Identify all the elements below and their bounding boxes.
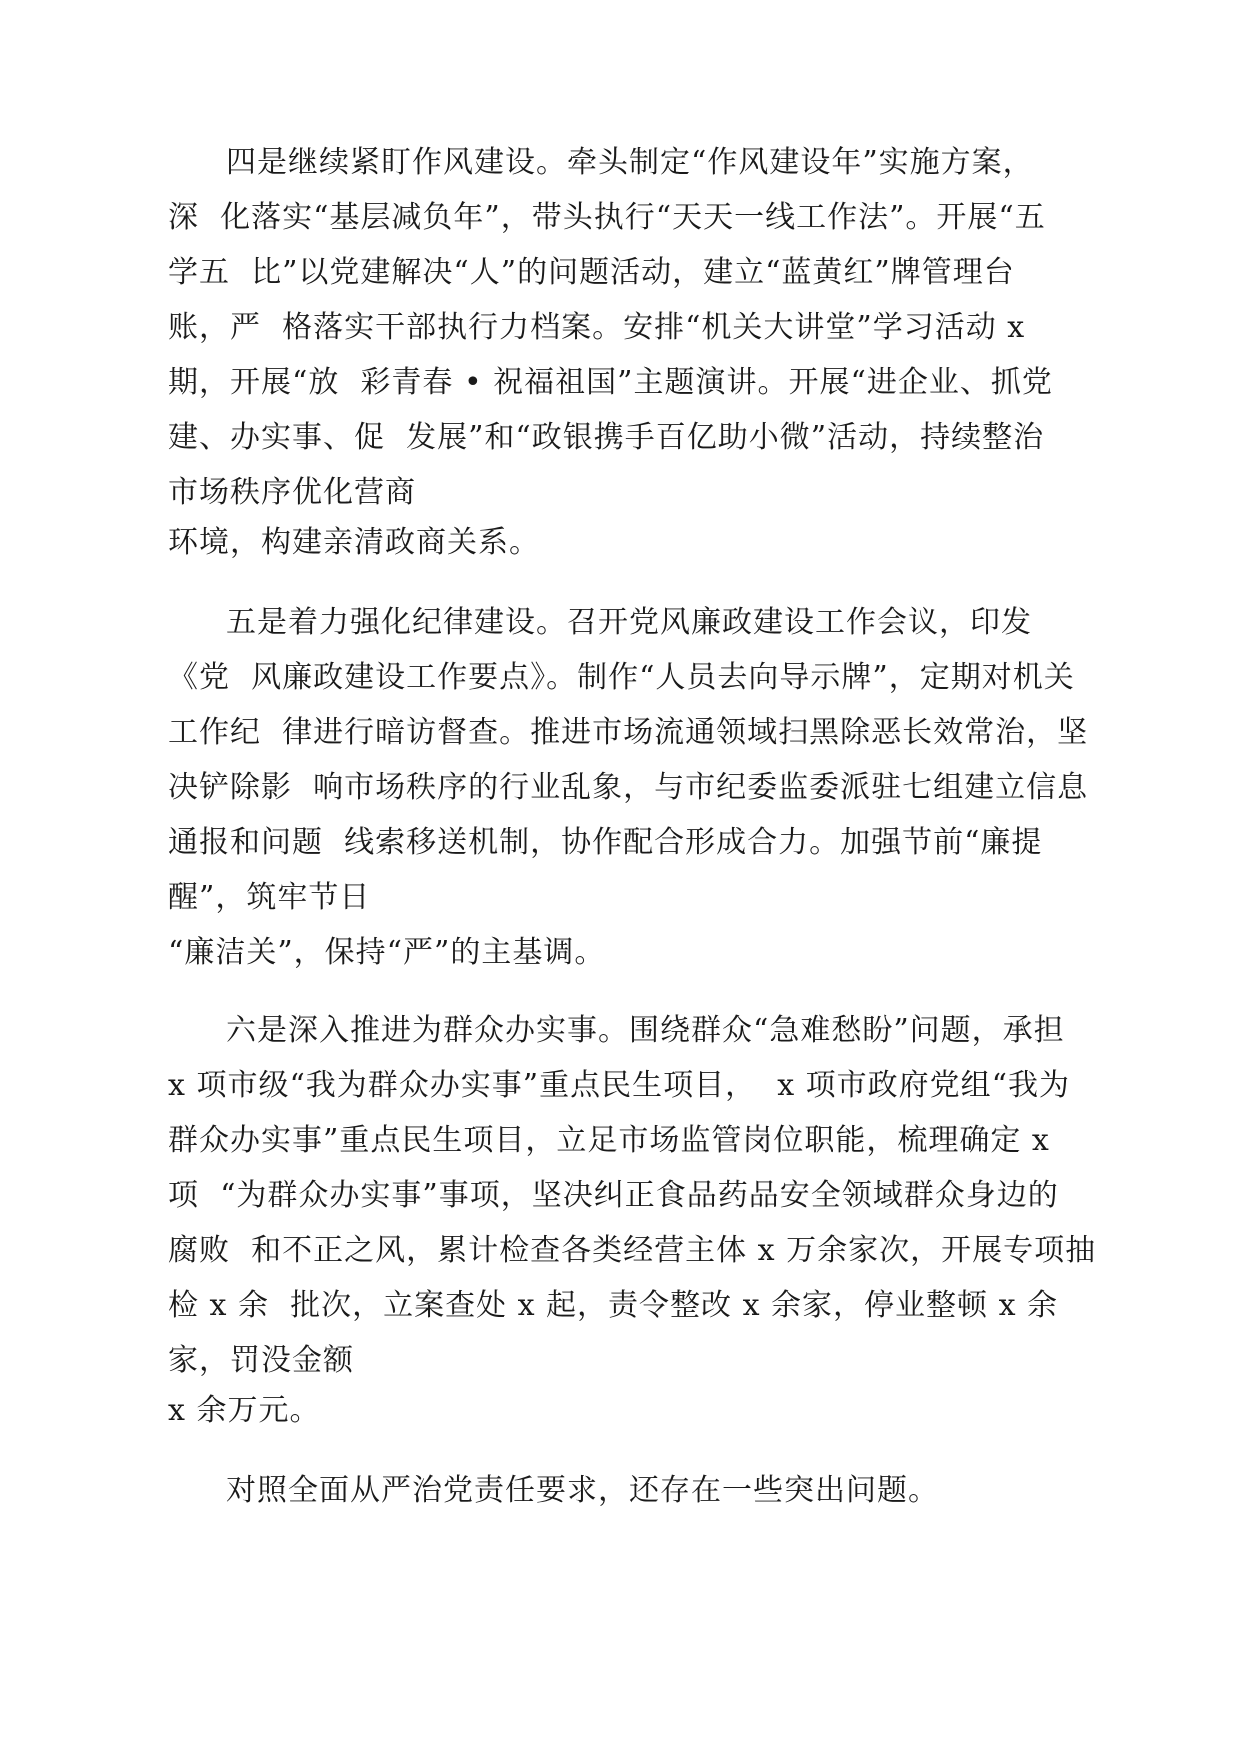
text-line: 通报和问题 线索移送机制，协作配合形成合力。加强节前“廉提 [168,825,1043,860]
text-line: “廉洁关”，保持“严”的主基调。 [168,935,606,970]
text-line: 环境，构建亲清政商关系。 [168,525,540,560]
text-line: 学五 比”以党建解决“人”的问题活动，建立“蓝黄红”牌管理台 [168,255,1015,290]
text-line: 五是着力强化纪律建设。召开党风廉政建设工作会议，印发 [226,605,1032,640]
text-line: 深 化落实“基层减负年”，带头执行“天天一线工作法”。开展“五 [168,200,1046,235]
text-line: 工作纪 律进行暗访督查。推进市场流通领域扫黑除恶长效常治，坚 [168,715,1089,750]
text-line: 期，开展“放 彩青春 • 祝福祖国”主题演讲。开展“进企业、抓党 [168,365,1053,400]
text-line: 项 “为群众办实事”事项，坚决纠正食品药品安全领域群众身边的 [168,1178,1059,1213]
text-line: 《党 风廉政建设工作要点》。制作“人员去向导示牌”，定期对机关 [168,660,1075,695]
text-line: 群众办实事”重点民生项目，立足市场监管岗位职能，梳理确定 x [168,1123,1050,1158]
text-line: 账，严 格落实干部执行力档案。安排“机关大讲堂”学习活动 x [168,310,1026,345]
text-line: 决铲除影 响市场秩序的行业乱象，与市纪委监委派驻七组建立信息 [168,770,1089,805]
text-line: x 余万元。 [168,1393,321,1428]
text-line: 市场秩序优化营商 [168,475,416,510]
text-line: 醒”，筑牢节日 [168,880,371,915]
text-line: 腐败 和不正之风，累计检查各类经营主体 x 万余家次，开展专项抽 [168,1233,1097,1268]
text-line: x 项市级“我为群众办实事”重点民生项目， x 项市政府党组“我为 [168,1068,1070,1103]
text-line: 六是深入推进为群众办实事。围绕群众“急难愁盼”问题，承担 [226,1013,1065,1048]
text-line: 检 x 余 批次，立案查处 x 起，责令整改 x 余家，停业整顿 x 余 [168,1288,1059,1323]
text-line: 四是继续紧盯作风建设。牵头制定“作风建设年”实施方案， [226,145,1034,180]
text-line: 家，罚没金额 [168,1343,354,1378]
text-line: 对照全面从严治党责任要求，还存在一些突出问题。 [226,1473,939,1508]
text-line: 建、办实事、促 发展”和“政银携手百亿助小微”活动，持续整治 [168,420,1045,455]
